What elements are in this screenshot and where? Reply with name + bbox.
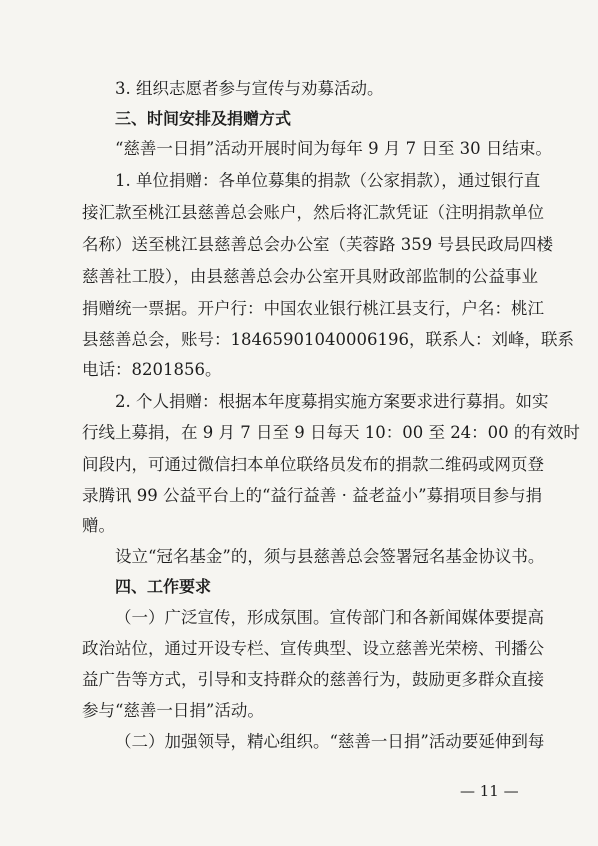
- paragraph-line: 慈善社工股），由县慈善总会办公室开具财政部监制的公益事业: [82, 267, 538, 286]
- paragraph-line: （二）加强领导，精心组织。“慈善一日捐”活动要延伸到每: [115, 732, 545, 751]
- paragraph-line: 电话：8201856。: [82, 360, 222, 379]
- paragraph-line: 捐赠统一票据。开户行：中国农业银行桃江县支行，户名：桃江: [82, 299, 544, 318]
- paragraph-line: 县慈善总会，账号：18465901040006196，联系人：刘峰，联系: [82, 330, 574, 349]
- paragraph-line: 接汇款至桃江县慈善总会账户，然后将汇款凭证（注明捐款单位: [82, 203, 544, 222]
- section-heading-3: 三、时间安排及捐赠方式: [115, 109, 292, 128]
- paragraph-line: 1. 单位捐赠：各单位募集的捐款（公家捐款），通过银行直: [115, 171, 541, 190]
- list-item-3: 3. 组织志愿者参与宣传与劝募活动。: [115, 79, 384, 98]
- page-number: — 11 —: [460, 782, 519, 800]
- paragraph-line: 2. 个人捐赠：根据本年度募捐实施方案要求进行募捐。如实: [115, 392, 549, 411]
- section-heading-4: 四、工作要求: [115, 577, 212, 596]
- paragraph-line: “慈善一日捐”活动开展时间为每年 9 月 7 日至 30 日结束。: [115, 139, 552, 158]
- paragraph-line: 录腾讯 99 公益平台上的“益行益善 · 益老益小”募捐项目参与捐: [82, 486, 543, 505]
- paragraph-line: （一）广泛宣传，形成氛围。宣传部门和各新闻媒体要提高: [115, 608, 544, 627]
- paragraph-line: 益广告等方式，引导和支持群众的慈善行为，鼓励更多群众直接: [82, 670, 544, 689]
- paragraph-line: 政治站位，通过开设专栏、宣传典型、设立慈善光荣榜、刊播公: [82, 639, 544, 658]
- paragraph-line: 名称）送至桃江县慈善总会办公室（芙蓉路 359 号县民政局四楼: [82, 235, 553, 254]
- paragraph-line: 行线上募捐，在 9 月 7 日至 9 日每天 10：00 至 24：00 的有效时: [82, 423, 580, 442]
- paragraph-line: 赠。: [82, 516, 115, 535]
- paragraph-line: 参与“慈善一日捐”活动。: [82, 701, 264, 720]
- paragraph-line: 设立“冠名基金”的，须与县慈善总会签署冠名基金协议书。: [115, 547, 545, 566]
- paragraph-line: 间段内，可通过微信扫本单位联络员发布的捐款二维码或网页登: [82, 455, 544, 474]
